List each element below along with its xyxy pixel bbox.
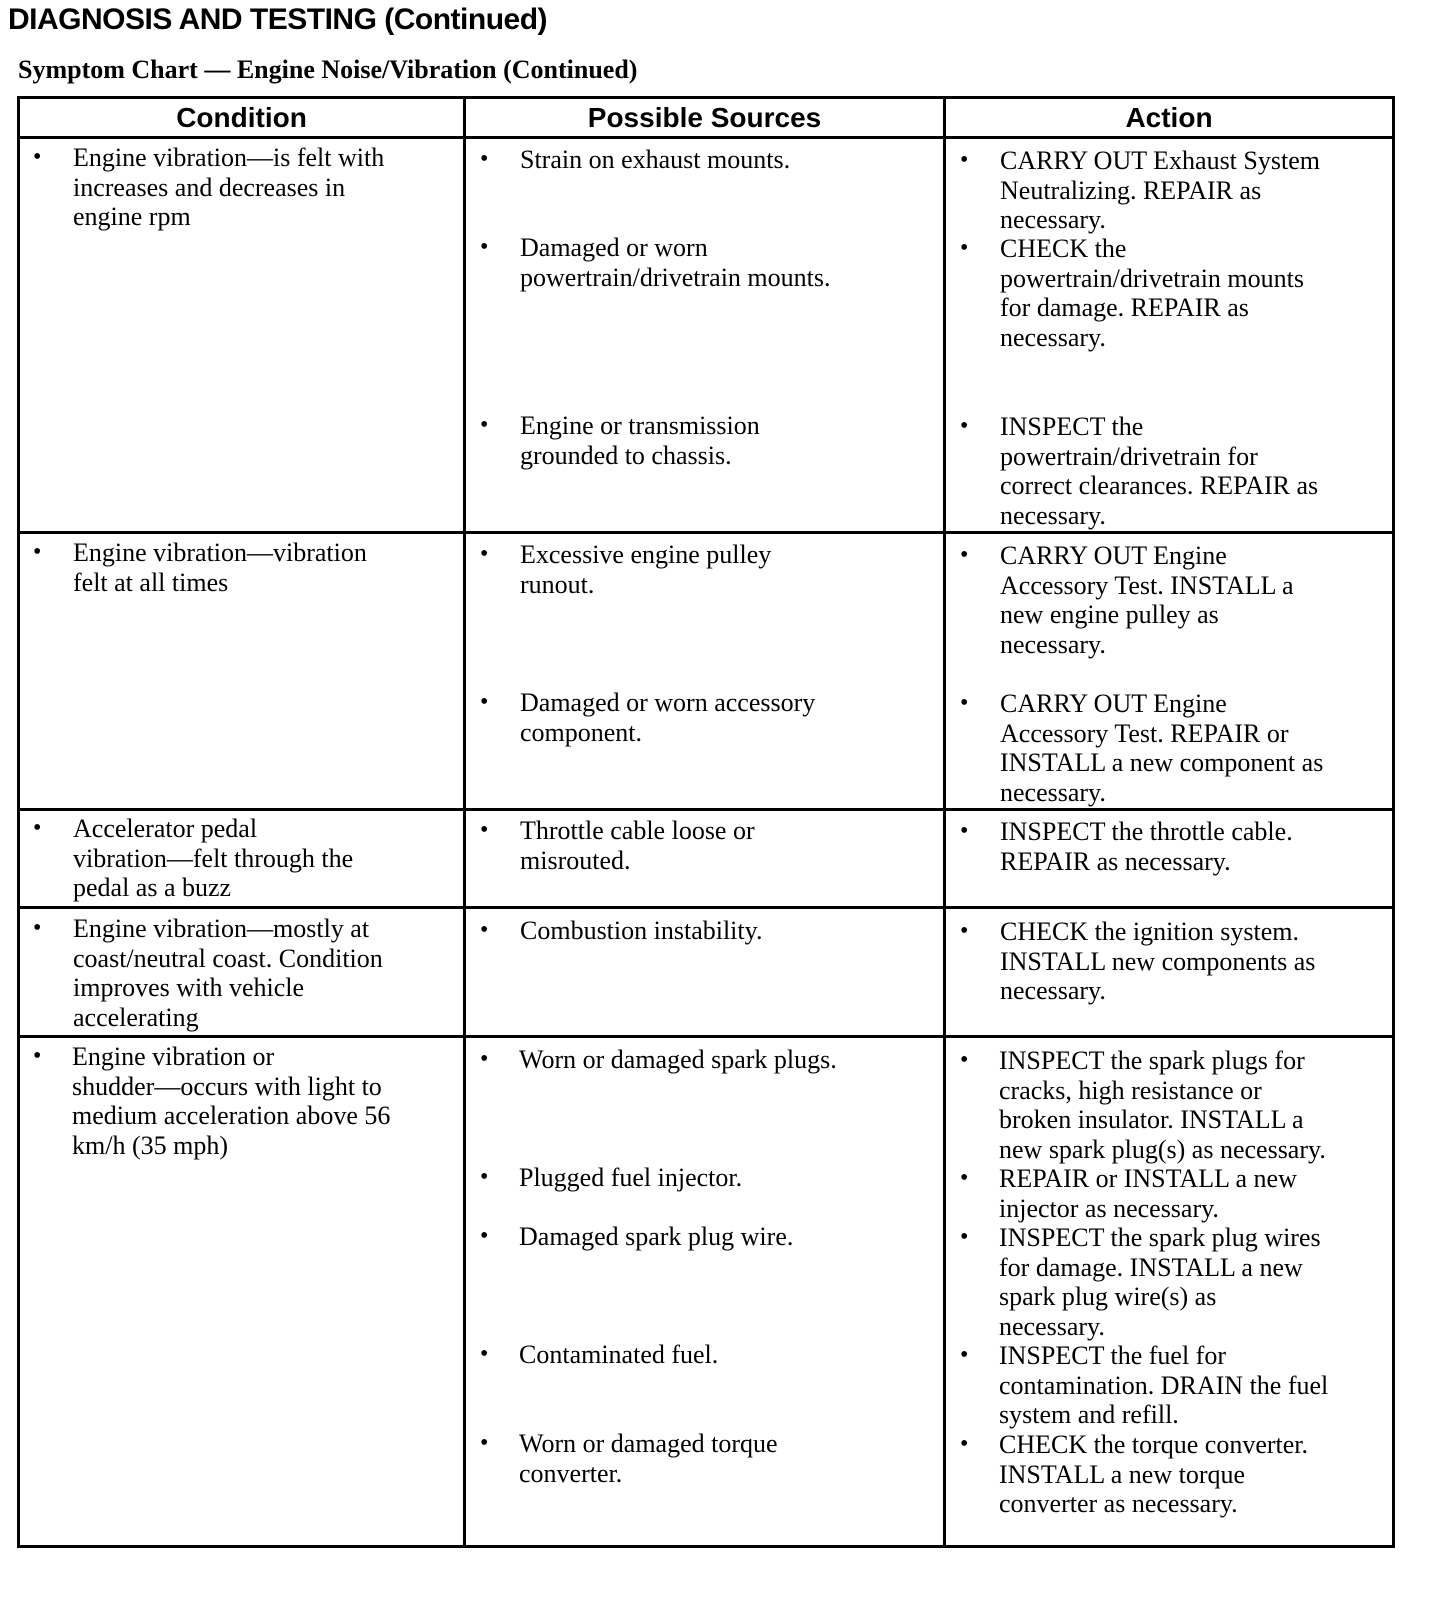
chart-title: Symptom Chart — Engine Noise/Vibration (Continued) bbox=[18, 55, 638, 84]
action-text: INSPECT the throttle cable. REPAIR as necessary. bbox=[1000, 817, 1293, 876]
bullet-icon: • bbox=[960, 1165, 969, 1191]
action-text: CARRY OUT Engine Accessory Test. INSTALL a new engine pulley as necessary. bbox=[1000, 541, 1294, 659]
source-text: Worn or damaged torque converter. bbox=[519, 1429, 778, 1488]
action-text: REPAIR or INSTALL a new injector as necessary. bbox=[999, 1164, 1297, 1223]
bullet-icon: • bbox=[960, 1342, 969, 1368]
action-text: CHECK the powertrain/drivetrain mounts for damage. REPAIR as necessary. bbox=[1000, 234, 1304, 352]
source-text: Damaged spark plug wire. bbox=[519, 1222, 794, 1251]
action-text: INSPECT the powertrain/drivetrain for correct clearances. REPAIR as necessary. bbox=[1000, 412, 1319, 530]
source-text: Strain on exhaust mounts. bbox=[520, 145, 791, 174]
action-text: CHECK the ignition system. INSTALL new components as necessary. bbox=[1000, 917, 1316, 1005]
condition-text: Engine vibration—vibration felt at all times bbox=[73, 538, 367, 597]
bullet-icon: • bbox=[960, 918, 969, 944]
action-text: INSPECT the spark plug wires for damage. INSTALL a new spark plug wire(s) as necessary. bbox=[999, 1223, 1321, 1341]
bullet-icon: • bbox=[480, 817, 489, 843]
bullet-icon: • bbox=[480, 1164, 489, 1190]
column-divider bbox=[943, 96, 946, 1548]
action-text: CARRY OUT Engine Accessory Test. REPAIR or INSTALL a new component as necessary. bbox=[1000, 689, 1324, 807]
bullet-icon: • bbox=[960, 818, 969, 844]
page-title: DIAGNOSIS AND TESTING (Continued) bbox=[8, 3, 548, 36]
action-text: INSPECT the spark plugs for cracks, high resistance or broken insulator. INSTALL a new spark plug(s) as necessary. bbox=[999, 1046, 1326, 1164]
source-text: Damaged or worn powertrain/drivetrain mounts. bbox=[520, 233, 831, 292]
condition-text: Accelerator pedal vibration—felt through the pedal as a buzz bbox=[73, 814, 354, 902]
header-condition: Condition bbox=[176, 102, 307, 133]
source-text: Damaged or worn accessory component. bbox=[520, 688, 816, 747]
bullet-icon: • bbox=[480, 234, 489, 260]
source-text: Excessive engine pulley runout. bbox=[520, 540, 772, 599]
bullet-icon: • bbox=[480, 146, 489, 172]
bullet-icon: • bbox=[480, 1046, 489, 1072]
bullet-icon: • bbox=[960, 1431, 969, 1457]
bullet-icon: • bbox=[480, 917, 489, 943]
column-divider bbox=[463, 96, 466, 1548]
bullet-icon: • bbox=[33, 1043, 42, 1069]
bullet-icon: • bbox=[33, 915, 42, 941]
row-divider bbox=[17, 808, 1395, 811]
source-text: Worn or damaged spark plugs. bbox=[519, 1045, 837, 1074]
bullet-icon: • bbox=[480, 1341, 489, 1367]
bullet-icon: • bbox=[480, 541, 489, 567]
row-divider bbox=[17, 531, 1395, 534]
source-text: Plugged fuel injector. bbox=[519, 1163, 743, 1192]
bullet-icon: • bbox=[480, 412, 489, 438]
bullet-icon: • bbox=[960, 542, 969, 568]
bullet-icon: • bbox=[960, 1224, 969, 1250]
action-text: CHECK the torque converter. INSTALL a new torque converter as necessary. bbox=[999, 1430, 1309, 1518]
source-text: Combustion instability. bbox=[520, 916, 763, 945]
condition-text: Engine vibration—is felt with increases and decreases in engine rpm bbox=[73, 143, 385, 231]
row-divider bbox=[17, 906, 1395, 909]
bullet-icon: • bbox=[960, 1047, 969, 1073]
bullet-icon: • bbox=[33, 815, 42, 841]
source-text: Contaminated fuel. bbox=[519, 1340, 719, 1369]
bullet-icon: • bbox=[480, 1223, 489, 1249]
bullet-icon: • bbox=[33, 144, 42, 170]
condition-text: Engine vibration—mostly at coast/neutral coast. Condition improves with vehicle accelerating bbox=[73, 914, 383, 1032]
bullet-icon: • bbox=[960, 413, 969, 439]
bullet-icon: • bbox=[960, 147, 969, 173]
row-divider bbox=[17, 1035, 1395, 1038]
source-text: Engine or transmission grounded to chassis. bbox=[520, 411, 760, 470]
bullet-icon: • bbox=[480, 1430, 489, 1456]
action-text: INSPECT the fuel for contamination. DRAIN the fuel system and refill. bbox=[999, 1341, 1329, 1429]
bullet-icon: • bbox=[480, 689, 489, 715]
header-possible-sources: Possible Sources bbox=[587, 102, 822, 133]
source-text: Throttle cable loose or misrouted. bbox=[520, 816, 755, 875]
bullet-icon: • bbox=[960, 690, 969, 716]
bullet-icon: • bbox=[960, 235, 969, 261]
bullet-icon: • bbox=[33, 539, 42, 565]
condition-text: Engine vibration or shudder—occurs with light to medium acceleration above 56 km/h (35 mph) bbox=[72, 1042, 391, 1160]
action-text: CARRY OUT Exhaust System Neutralizing. REPAIR as necessary. bbox=[1000, 146, 1320, 234]
header-action: Action bbox=[1125, 102, 1213, 133]
